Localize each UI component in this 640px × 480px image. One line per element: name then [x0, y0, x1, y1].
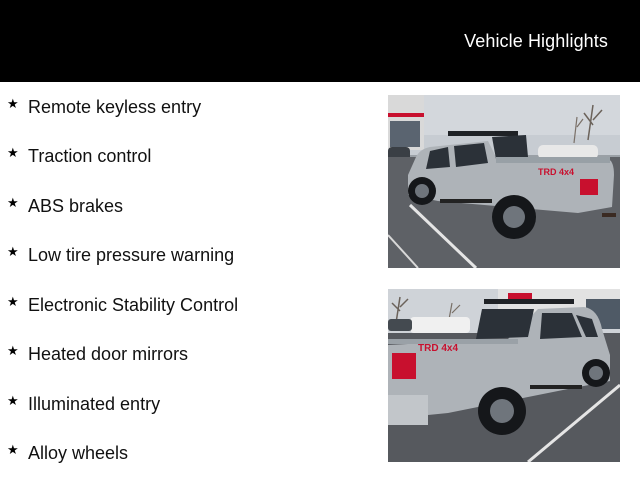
highlight-label: ABS brakes	[28, 195, 124, 216]
highlight-label: Illuminated entry	[28, 393, 161, 414]
vehicle-photo-rear-right	[388, 289, 620, 462]
highlight-label: Electronic Stability Control	[28, 294, 239, 315]
vehicle-photo-2-drawing	[388, 289, 620, 462]
vehicle-badge-text: TRD 4x4	[418, 343, 459, 354]
highlight-item	[7, 194, 123, 218]
highlight-item	[7, 392, 160, 416]
page-title: Vehicle Highlights	[464, 31, 608, 51]
star-icon: ★	[7, 195, 19, 210]
star-icon: ★	[7, 96, 19, 111]
highlight-item	[7, 342, 188, 366]
vehicle-photo-rear-left	[388, 95, 620, 268]
highlight-item	[7, 144, 151, 168]
vehicle-badge-text: TRD 4x4	[538, 167, 575, 177]
header-bar	[0, 0, 640, 82]
highlight-item	[7, 441, 128, 465]
highlight-label: Alloy wheels	[28, 442, 129, 463]
vehicle-photo-1-drawing	[388, 95, 620, 268]
star-icon: ★	[7, 145, 19, 160]
star-icon: ★	[7, 393, 19, 408]
highlight-label: Remote keyless entry	[28, 96, 202, 117]
star-icon: ★	[7, 294, 19, 309]
highlight-label: Heated door mirrors	[28, 343, 189, 364]
highlight-item	[7, 293, 238, 317]
star-icon: ★	[7, 343, 19, 358]
highlight-label: Traction control	[28, 145, 152, 166]
highlight-item	[7, 243, 234, 267]
star-icon: ★	[7, 244, 19, 259]
highlight-label: Low tire pressure warning	[28, 244, 235, 265]
star-icon: ★	[7, 442, 19, 457]
highlight-item	[7, 95, 201, 119]
